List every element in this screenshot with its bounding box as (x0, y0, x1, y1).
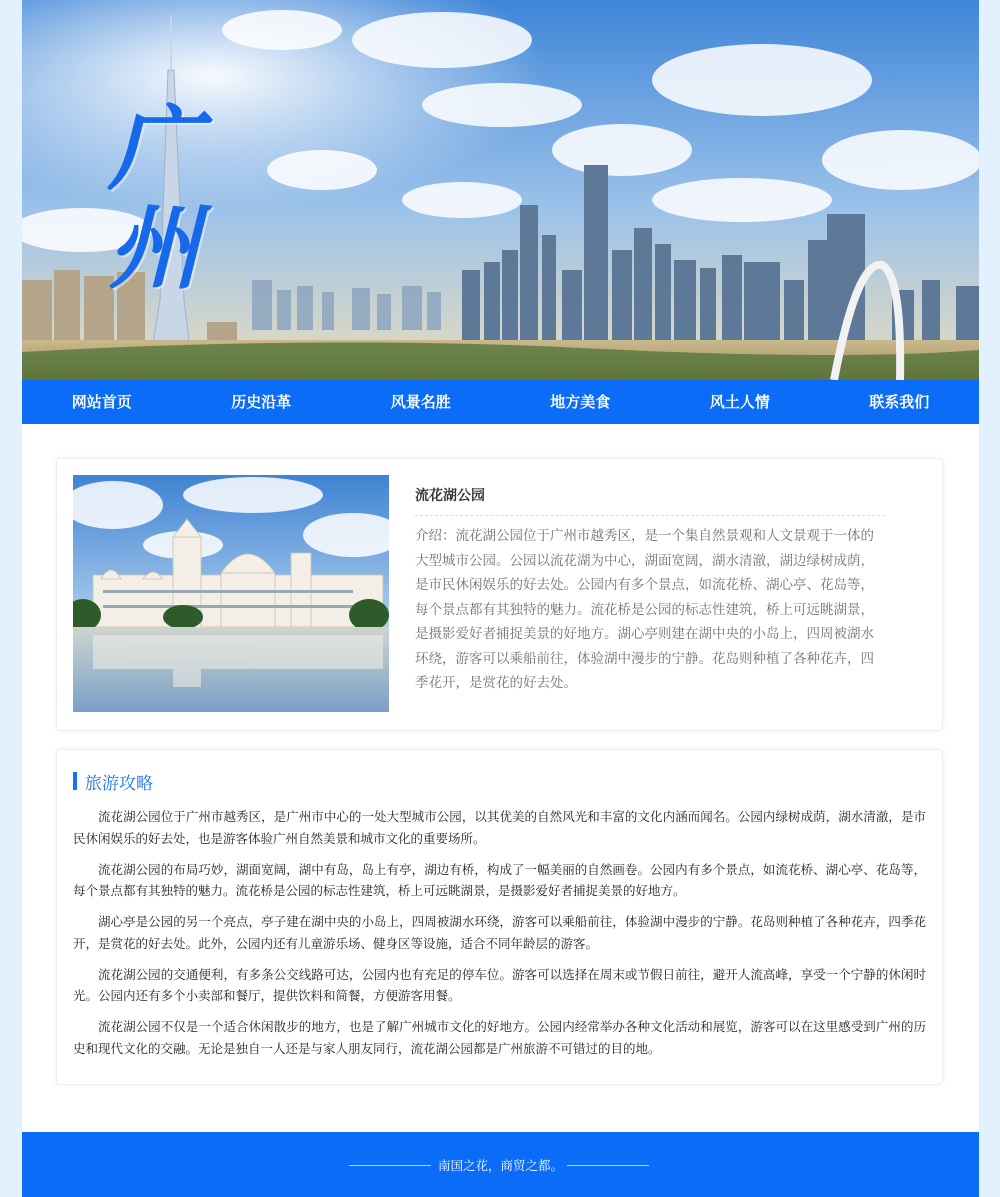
footer (22, 1132, 979, 1197)
nav-scenic-spots[interactable]: 风景名胜 (390, 393, 451, 411)
guide-paragraph: 流花湖公园的交通便利，有多条公交线路可达，公园内也有充足的停车位。游客可以选择在周末或节假日前往，避开人流高峰，享受一个宁静的休闲时光。公园内还有多个小卖部和餐厅，提供饮料和简餐，方便游客用餐。 (73, 966, 926, 1003)
city-title: 广州 (108, 95, 201, 303)
heading-accent-bar (73, 772, 77, 790)
attraction-description: 介绍：流花湖公园位于广州市越秀区，是一个集自然景观和人文景观于一体的大型城市公园。公园以流花湖为中心，湖面宽阔，湖水清澈，湖边绿树成荫，是市民休闲娱乐的好去处。公园内有多个景点，如流花桥、湖心亭、花岛等，每个景点都有其独特的魅力。流花桥是公园的标志性建筑，桥上可远眺湖景，是摄影爱好者捕捉美景的好地方。湖心亭则建在湖中央的小岛上，四周被湖水环绕，游客可以乘船前往，体验湖中漫步的宁静。花岛则种植了各种花卉，四季花开，是赏花的好去处。 (415, 528, 874, 691)
nav-customs[interactable]: 风土人情 (709, 393, 770, 411)
nav-home[interactable]: 网站首页 (71, 393, 132, 411)
page (22, 0, 979, 1197)
guide-paragraph: 流花湖公园的布局巧妙，湖面宽阔，湖中有岛，岛上有亭，湖边有桥，构成了一幅美丽的自然画卷。公园内有多个景点，如流花桥、湖心亭、花岛等，每个景点都有其独特的魅力。流花桥是公园的标志性建筑，桥上可远眺湖景，是摄影爱好者捕捉美景的好地方。 (73, 861, 926, 898)
main-nav (22, 380, 979, 424)
nav-local-food[interactable]: 地方美食 (550, 393, 611, 411)
footer-slogan: 南国之花，商贸之都。 (437, 1158, 563, 1173)
attraction-title: 流花湖公园 (415, 475, 885, 516)
nav-contact[interactable]: 联系我们 (869, 393, 930, 411)
nav-history[interactable]: 历史沿革 (231, 393, 292, 411)
guide-paragraph: 流花湖公园位于广州市越秀区，是广州市中心的一处大型城市公园，以其优美的自然风光和丰富的文化内涵而闻名。公园内绿树成荫，湖水清澈，是市民休闲娱乐的好去处，也是游客体验广州自然美景和城市文化的重要场所。 (73, 809, 926, 846)
attraction-info (415, 475, 885, 696)
footer-divider-right (567, 1165, 649, 1166)
attraction-card (56, 458, 943, 731)
guide-heading (73, 770, 926, 792)
guide-paragraph: 湖心亭是公园的另一个亮点，亭子建在湖中央的小岛上，四周被湖水环绕，游客可以乘船前往，体验湖中漫步的宁静。花岛则种植了各种花卉，四季花开，是赏花的好去处。此外，公园内还有儿童游乐场、健身区等设施，适合不同年龄层的游客。 (73, 914, 926, 951)
travel-guide-card (56, 749, 943, 1085)
banner-image (22, 0, 979, 380)
attraction-photo (73, 475, 389, 712)
guide-paragraph: 流花湖公园不仅是一个适合休闲散步的地方，也是了解广州城市文化的好地方。公园内经常举办各种文化活动和展览，游客可以在这里感受到广州的历史和现代文化的交融。无论是独自一人还是与家人朋友同行，流花湖公园都是广州旅游不可错过的目的地。 (73, 1019, 926, 1056)
guide-heading-text: 旅游攻略 (85, 773, 153, 794)
